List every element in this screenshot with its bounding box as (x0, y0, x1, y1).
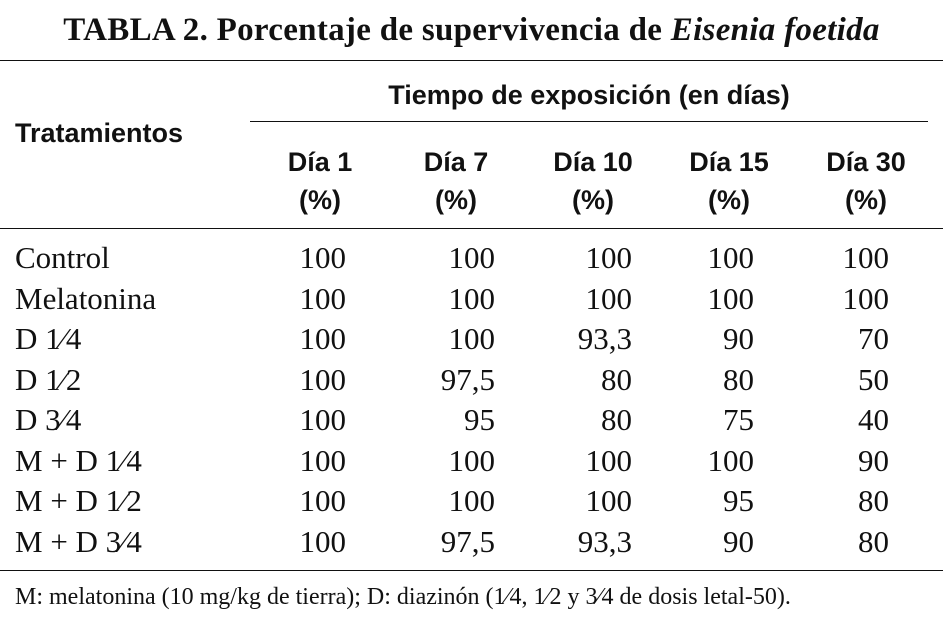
table-row (0, 362, 943, 403)
column-header (265, 143, 375, 219)
table-row (0, 240, 943, 281)
table-row (0, 281, 943, 322)
table-cell: 100 (707, 240, 754, 275)
row-label: Control (15, 240, 110, 275)
row-label: D 3⁄4 (15, 402, 82, 437)
table-cell: 80 (858, 523, 889, 559)
table-cell: 90 (723, 321, 754, 356)
group-header-rule (250, 121, 928, 122)
column-header-unit: (%) (572, 185, 614, 215)
table-footnote: M: melatonina (10 mg/kg de tierra); D: diazinón (1⁄4, 1⁄2 y 3⁄4 de dosis letal-50). (15, 584, 791, 610)
column-header-unit: (%) (435, 185, 477, 215)
table-row (0, 524, 943, 565)
column-header-day: Día 1 (287, 147, 353, 177)
column-header-unit: (%) (708, 185, 750, 215)
table-cell: 97,5 (440, 361, 495, 397)
table-cell: 100 (842, 280, 889, 316)
table-cell: 100 (448, 280, 495, 316)
row-label: M + D 1⁄4 (15, 442, 142, 478)
table-cell: 100 (448, 240, 495, 275)
row-label: D 1⁄2 (15, 361, 82, 397)
table-row (0, 402, 943, 443)
table-cell: 100 (585, 240, 632, 275)
table-cell: 100 (299, 361, 346, 397)
table-title-main: TABLA 2. Porcentaje de supervivencia de (63, 12, 671, 48)
table-body (0, 240, 943, 564)
table-cell: 100 (585, 483, 632, 518)
table-cell: 80 (601, 402, 632, 437)
table-cell: 80 (601, 361, 632, 397)
table-title-species: Eisenia foetida (670, 12, 880, 48)
table-cell: 100 (842, 240, 889, 275)
table-cell: 100 (448, 321, 495, 356)
column-header-day: Día 30 (826, 147, 906, 177)
table-row (0, 443, 943, 484)
column-header (538, 143, 648, 219)
table-cell: 100 (707, 442, 754, 478)
row-header: Tratamientos (15, 118, 184, 148)
table-cell: 90 (858, 442, 889, 478)
column-header-unit: (%) (299, 185, 341, 215)
row-label: D 1⁄4 (15, 321, 82, 356)
column-header (401, 143, 511, 219)
table-cell: 100 (299, 523, 346, 559)
table-cell: 90 (723, 523, 754, 559)
table-cell: 100 (299, 402, 346, 437)
column-header-day: Día 10 (553, 147, 633, 177)
table-cell: 100 (448, 483, 495, 518)
bottom-rule (0, 570, 943, 571)
table-cell: 100 (299, 483, 346, 518)
row-label: Melatonina (15, 280, 157, 316)
row-label: M + D 1⁄2 (15, 483, 142, 518)
table-cell: 100 (585, 280, 632, 316)
table-cell: 100 (707, 280, 754, 316)
table-cell: 93,3 (577, 321, 632, 356)
column-header (811, 143, 921, 219)
table-cell: 100 (299, 442, 346, 478)
row-label: M + D 3⁄4 (15, 523, 142, 559)
table-cell: 97,5 (440, 523, 495, 559)
table-cell: 95 (464, 402, 495, 437)
table-cell: 80 (858, 483, 889, 518)
table-cell: 100 (299, 280, 346, 316)
table-cell: 100 (448, 442, 495, 478)
table-cell: 70 (858, 321, 889, 356)
table-cell: 100 (585, 442, 632, 478)
table-row (0, 483, 943, 524)
column-header-day: Día 7 (423, 147, 489, 177)
column-header-unit: (%) (845, 185, 887, 215)
table-row (0, 321, 943, 362)
table-cell: 100 (299, 240, 346, 275)
table-cell: 40 (858, 402, 889, 437)
group-header: Tiempo de exposición (en días) (388, 80, 790, 110)
table-cell: 93,3 (577, 523, 632, 559)
table-cell: 80 (723, 361, 754, 397)
table-cell: 75 (723, 402, 754, 437)
table-title (0, 12, 943, 49)
top-rule (0, 60, 943, 61)
table-cell: 100 (299, 321, 346, 356)
header-rule (0, 228, 943, 229)
column-header-day: Día 15 (689, 147, 769, 177)
table-cell: 50 (858, 361, 889, 397)
table-cell: 95 (723, 483, 754, 518)
column-header (674, 143, 784, 219)
